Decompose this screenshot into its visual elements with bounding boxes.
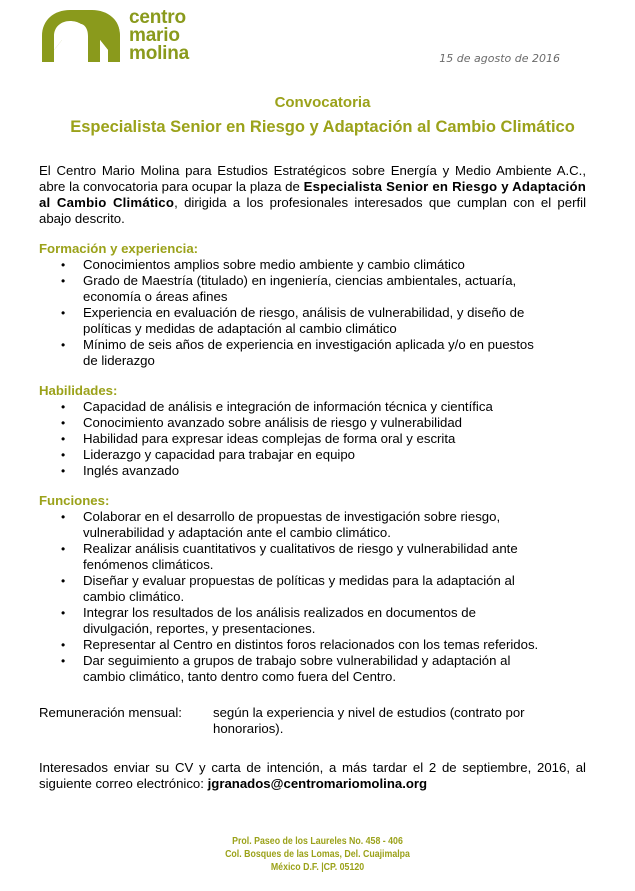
bullet-icon: • xyxy=(61,510,66,524)
list-item-text: Realizar análisis cuantitativos y cualitativos de riesgo y vulnerabilidad ante fenómenos climáticos. xyxy=(83,541,518,572)
list-item-text: Mínimo de seis años de experiencia en investigación aplicada y/o en puestos de liderazgo xyxy=(83,337,534,368)
habilidades-list xyxy=(39,399,586,479)
bullet-icon: • xyxy=(61,606,66,620)
remuneration-value: según la experiencia y nivel de estudios (contrato por honorarios). xyxy=(213,705,525,736)
document-body xyxy=(39,163,586,792)
logo xyxy=(40,8,189,64)
contact-paragraph xyxy=(39,760,586,792)
list-item xyxy=(39,463,586,479)
funciones-list xyxy=(39,509,586,685)
list-item-text: Habilidad para expresar ideas complejas de forma oral y escrita xyxy=(83,431,456,446)
logo-line-mario: mario xyxy=(129,25,180,46)
intro-text-2: , dirigida a los profesionales interesados que cumplan con el perfil abajo descrito. xyxy=(39,195,587,226)
bullet-icon: • xyxy=(61,258,66,272)
list-item xyxy=(39,431,586,447)
list-item-text: Inglés avanzado xyxy=(83,463,180,478)
list-item-text: Liderazgo y capacidad para trabajar en equipo xyxy=(83,447,355,462)
list-item-text: Colaborar en el desarrollo de propuestas de investigación sobre riesgo, vulnerabilidad y adaptación ante el cambio climático. xyxy=(83,509,501,540)
list-item-text: Grado de Maestría (titulado) en ingeniería, ciencias ambientales, actuaría, economía o áreas afines xyxy=(83,273,517,304)
bullet-icon: • xyxy=(61,274,66,288)
contact-text: Interesados enviar su CV y carta de intención, a más tardar el 2 de septiembre, 2016, al siguiente correo electrónico: xyxy=(39,760,586,791)
list-item xyxy=(39,273,586,305)
bullet-icon: • xyxy=(61,574,66,588)
formacion-list xyxy=(39,257,586,369)
list-item xyxy=(39,637,586,653)
list-item xyxy=(39,305,586,337)
remuneration-row xyxy=(39,705,586,737)
title-position: Especialista Senior en Riesgo y Adaptación al Cambio Climático xyxy=(70,118,575,136)
footer-line-colonia: Col. Bosques de las Lomas, Del. Cuajimalpa xyxy=(225,849,410,860)
contact-email-link[interactable]: jgranados@centromariomolina.org xyxy=(207,776,428,791)
bullet-icon: • xyxy=(61,654,66,668)
bullet-icon: • xyxy=(61,306,66,320)
list-item xyxy=(39,399,586,415)
intro-position-bold: Especialista Senior en Riesgo y Adaptación al Cambio Climático xyxy=(39,179,586,210)
centro-mario-molina-logo-icon xyxy=(40,8,122,64)
bullet-icon: • xyxy=(61,400,66,414)
footer-address xyxy=(38,835,597,874)
list-item xyxy=(39,653,586,685)
bullet-icon: • xyxy=(61,338,66,352)
list-item xyxy=(39,337,586,369)
bullet-icon: • xyxy=(61,464,66,478)
intro-text-1: El Centro Mario Molina para Estudios Estratégicos sobre Energía y Medio Ambiente A.C., abre la convocatoria para ocupar la plaza de xyxy=(39,163,586,194)
section-heading-funciones: Funciones: xyxy=(39,493,110,508)
title-block xyxy=(0,93,635,138)
section-heading-formacion: Formación y experiencia: xyxy=(39,241,199,256)
section-heading-habilidades: Habilidades: xyxy=(39,383,118,398)
list-item-text: Representar al Centro en distintos foros relacionados con los temas referidos. xyxy=(83,637,539,652)
list-item-text: Dar seguimiento a grupos de trabajo sobre vulnerabilidad y adaptación al cambio climático, tanto dentro como fuera del Centro. xyxy=(83,653,511,684)
list-item xyxy=(39,415,586,431)
title-convocatoria: Convocatoria xyxy=(274,94,371,111)
document-date: 15 de agosto de 2016 xyxy=(439,52,560,65)
list-item-text: Capacidad de análisis e integración de información técnica y científica xyxy=(83,399,493,414)
list-item-text: Integrar los resultados de los análisis realizados en documentos de divulgación, reportes, y presentaciones. xyxy=(83,605,476,636)
remuneration-label: Remuneración mensual: xyxy=(39,705,182,720)
bullet-icon: • xyxy=(61,542,66,556)
list-item xyxy=(39,509,586,541)
footer-line-city: México D.F. |CP. 05120 xyxy=(270,862,365,873)
intro-paragraph xyxy=(39,163,586,227)
list-item xyxy=(39,257,586,273)
bullet-icon: • xyxy=(61,416,66,430)
list-item-text: Diseñar y evaluar propuestas de políticas y medidas para la adaptación al cambio climático. xyxy=(83,573,515,604)
list-item xyxy=(39,447,586,463)
list-item-text: Conocimientos amplios sobre medio ambiente y cambio climático xyxy=(83,257,465,272)
list-item-text: Experiencia en evaluación de riesgo, análisis de vulnerabilidad, y diseño de políticas y medidas de adaptación al cambio climático xyxy=(83,305,525,336)
list-item xyxy=(39,573,586,605)
list-item xyxy=(39,541,586,573)
bullet-icon: • xyxy=(61,432,66,446)
footer-line-street: Prol. Paseo de los Laureles No. 458 - 406 xyxy=(232,836,403,847)
logo-line-molina: molina xyxy=(129,43,190,64)
list-item xyxy=(39,605,586,637)
logo-text xyxy=(129,9,189,63)
list-item-text: Conocimiento avanzado sobre análisis de riesgo y vulnerabilidad xyxy=(83,415,462,430)
logo-line-centro: centro xyxy=(129,7,186,28)
bullet-icon: • xyxy=(61,638,66,652)
bullet-icon: • xyxy=(61,448,66,462)
